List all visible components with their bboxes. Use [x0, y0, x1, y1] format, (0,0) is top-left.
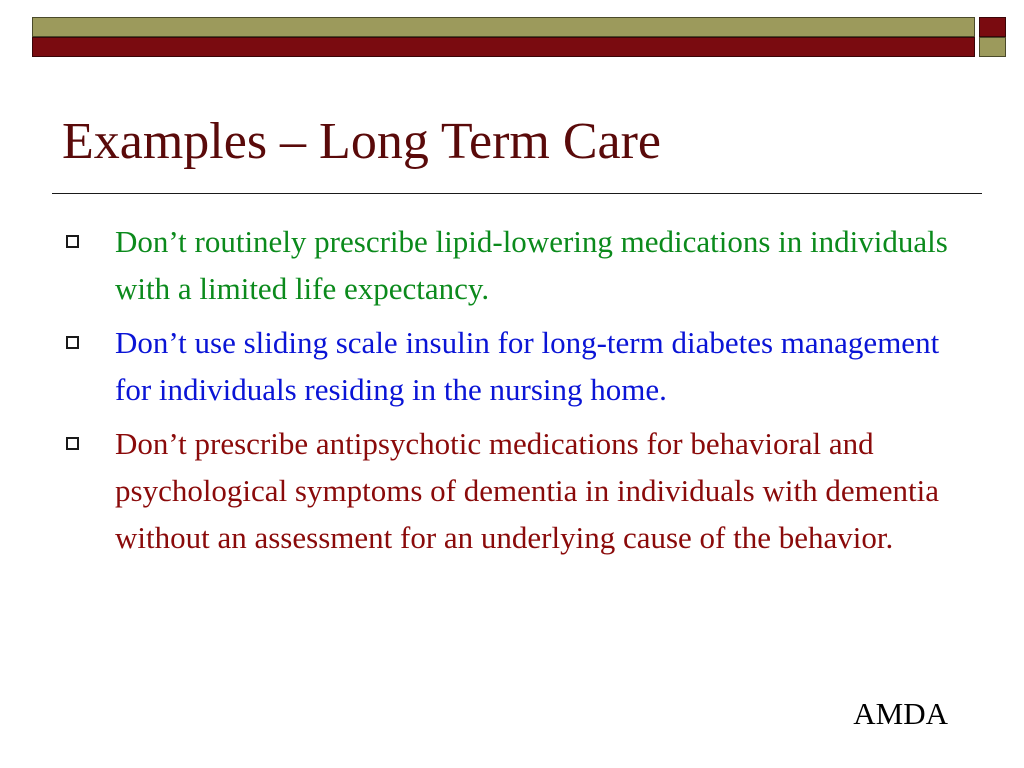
bullet-text: Don’t routinely prescribe lipid-lowering medications in individuals with a limited life expectancy.	[115, 224, 948, 306]
bullet-list	[66, 218, 966, 568]
bullet-item-lipid-lowering	[66, 218, 966, 312]
decorative-bar-olive	[32, 17, 975, 37]
bullet-text: Don’t use sliding scale insulin for long-term diabetes management for individuals residing in the nursing home.	[115, 325, 940, 407]
bullet-item-antipsychotic	[66, 420, 966, 561]
hollow-square-icon	[66, 336, 79, 349]
hollow-square-icon	[66, 235, 79, 248]
source-attribution: AMDA	[853, 696, 948, 731]
bullet-text: Don’t prescribe antipsychotic medications for behavioral and psychological symptoms of dementia in individuals with dementia without an assessment for an underlying cause of the behavior.	[115, 426, 939, 555]
decorative-square-olive	[979, 37, 1006, 57]
title-divider	[52, 193, 982, 194]
decorative-square-red	[979, 17, 1006, 37]
decorative-bar-red	[32, 37, 975, 57]
bullet-item-sliding-scale-insulin	[66, 319, 966, 413]
slide-title: Examples – Long Term Care	[62, 113, 662, 170]
hollow-square-icon	[66, 437, 79, 450]
